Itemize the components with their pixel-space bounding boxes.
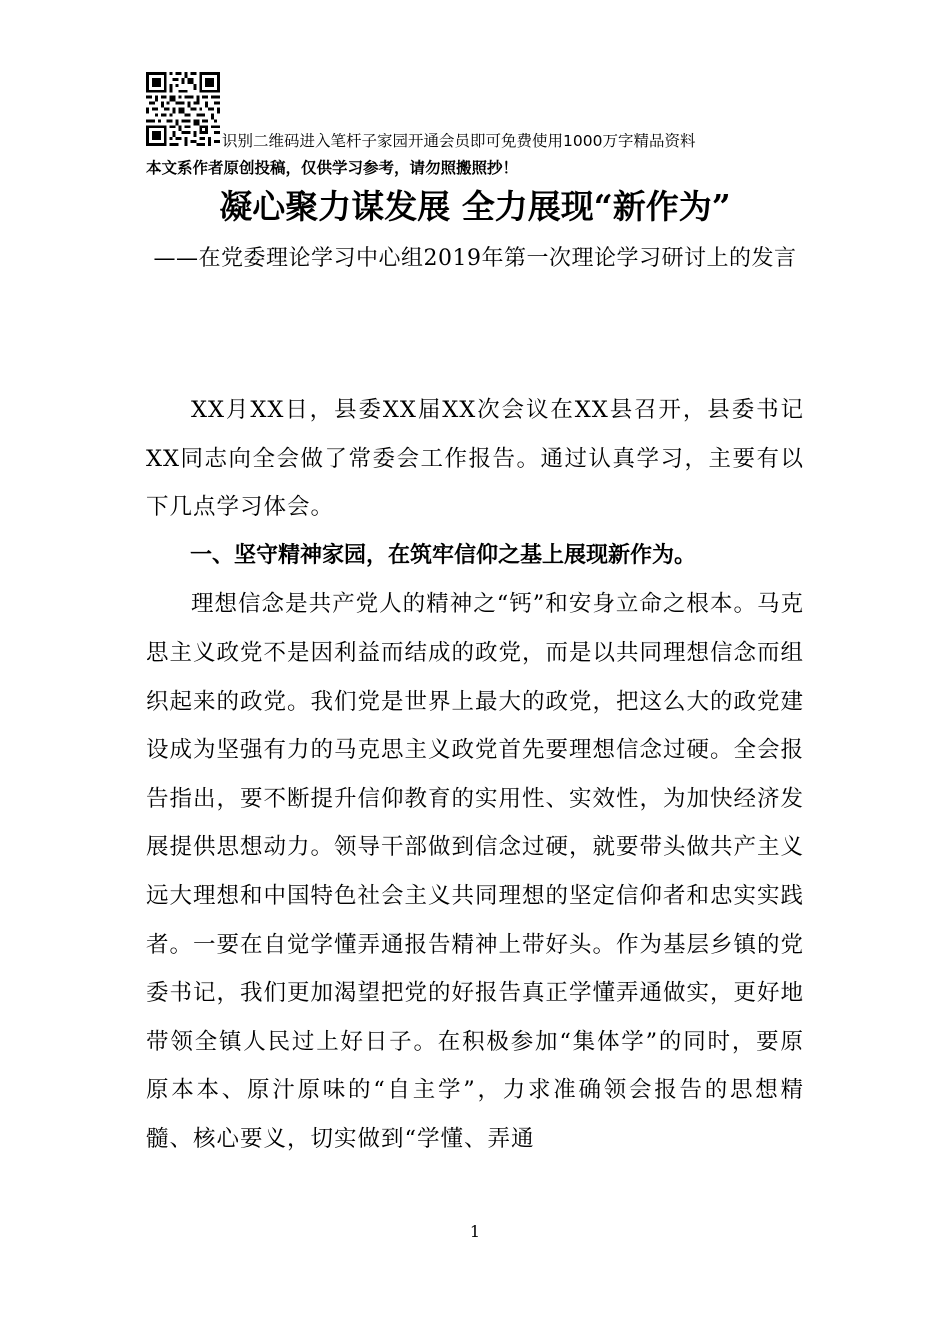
qr-code-icon[interactable] <box>146 72 220 146</box>
qr-notice-text: 识别二维码进入笔杆子家园开通会员即可免费使用1000万字精品资料 <box>222 132 696 150</box>
document-title: 凝心聚力谋发展 全力展现“新作为” <box>219 187 731 226</box>
intro-paragraph: XX月XX日，县委XX届XX次会议在XX县召开，县委书记XX同志向全会做了常委会工作报告。通过认真学习，主要有以下几点学习体会。 <box>146 397 804 521</box>
copyright-notice: 本文系作者原创投稿，仅供学习参考，请勿照搬照抄！ <box>146 158 519 177</box>
document-body <box>146 386 804 1164</box>
body-paragraph: 理想信念是共产党人的精神之“钙”和安身立命之根本。马克思主义政党不是因利益而结成的政党，而是以共同理想信念而组织起来的政党。我们党是世界上最大的政党，把这么大的政党建设成为坚强有力的马克思主义政党首先要理想信念过硬。全会报告指出，要不断提升信仰教育的实用性、实效性，为加快经济发展提供思想动力。领导干部做到信念过硬，就要带头做共产主义远大理想和中国特色社会主义共同理想的坚定信仰者和忠实实践者。一要在自觉学懂弄通报告精神上带好头。作为基层乡镇的党委书记，我们更加渴望把党的好报告真正学懂弄通做实，更好地带领全镇人民过上好日子。在积极参加“集体学”的同时，要原原本本、原汁原味的“自主学”，力求准确领会报告的思想精髓、核心要义，切实做到“学懂、弄通 <box>146 591 805 1152</box>
page-number: 1 <box>469 1222 481 1241</box>
section-heading: 一、坚守精神家园，在筑牢信仰之基上展现新作为。 <box>190 542 697 568</box>
document-subtitle: ——在党委理论学习中心组2019年第一次理论学习研讨上的发言 <box>153 246 797 271</box>
